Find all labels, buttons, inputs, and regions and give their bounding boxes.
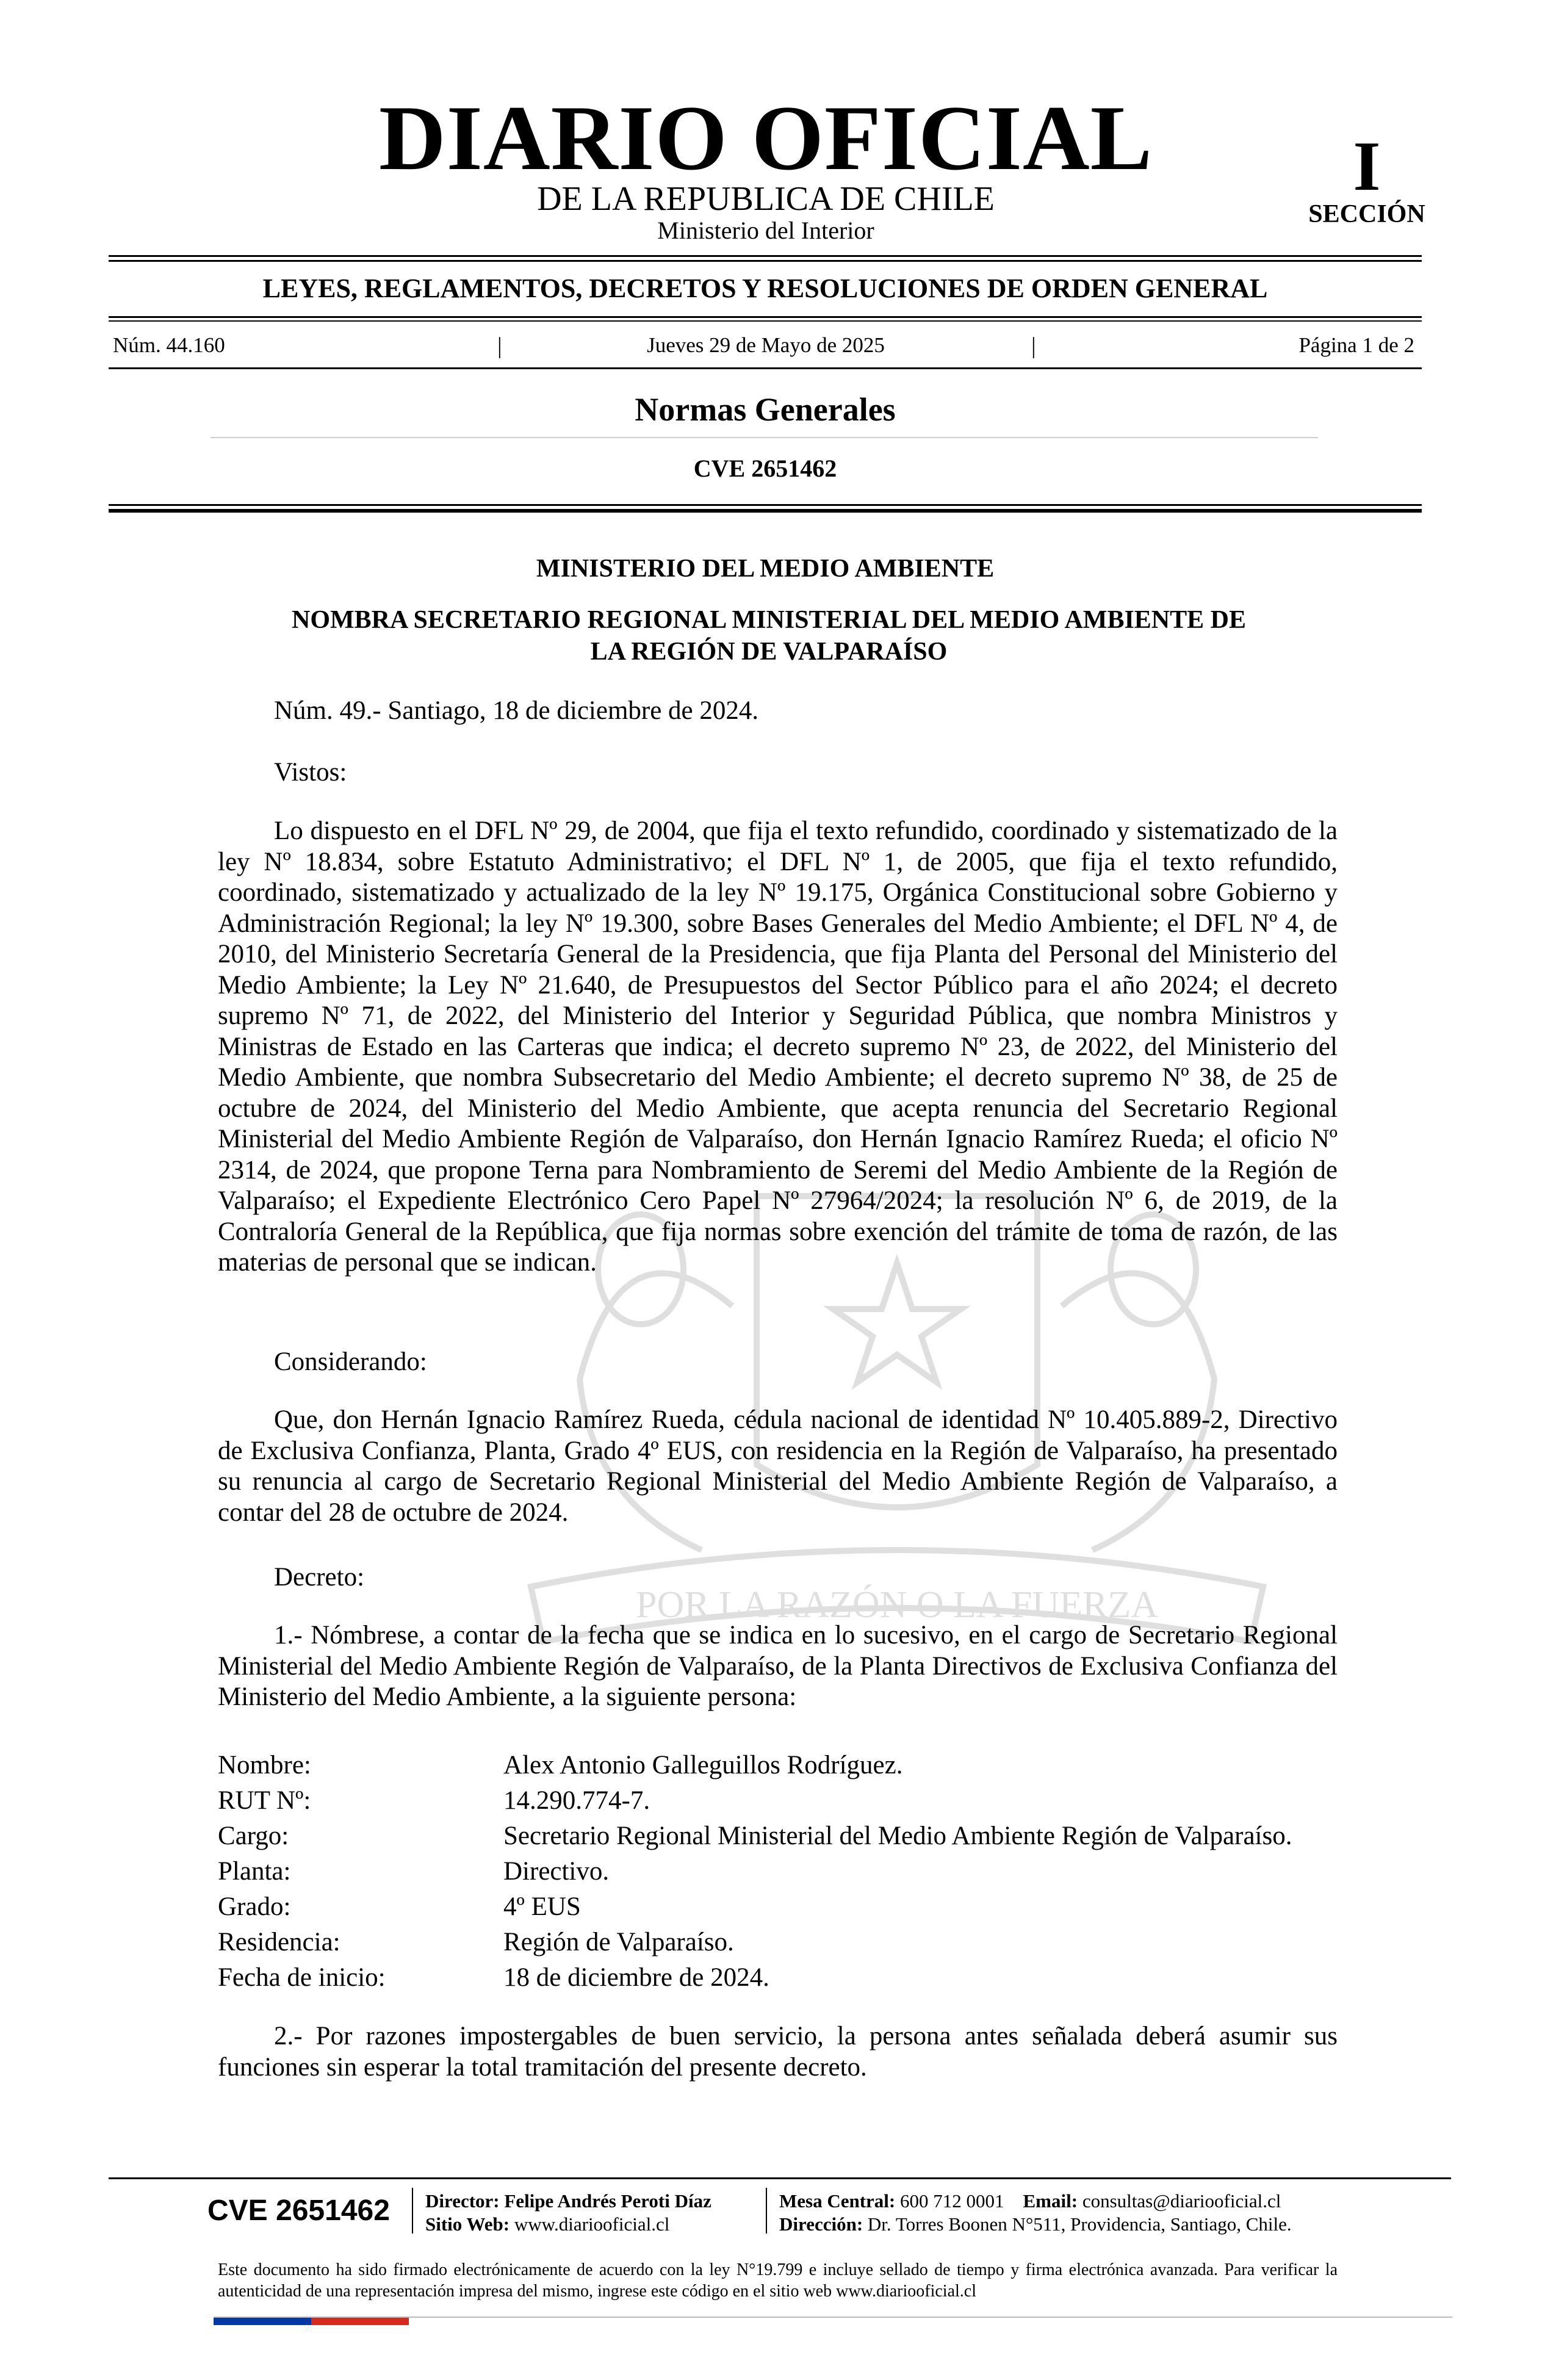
row-label: RUT Nº: (218, 1786, 311, 1815)
issue-rule (109, 367, 1422, 369)
vistos-text: Lo dispuesto en el DFL Nº 29, de 2004, que fija el texto refundido, coordinado y sistematizado de la ley Nº 18.834, sobre Estatuto Administrativo; el DFL Nº 1, de 2005, que fija el texto refundido, coordinado, sistematizado y actualizado de la ley Nº 19.175, Orgánica Constitucional sobre Gobierno y Administración Regional; la ley Nº 19.300, sobre Bases Generales del Medio Ambiente; el DFL Nº 4, de 2010, del Ministerio Secretaría General de la Presidencia, que fija Planta del Personal del Ministerio del Medio Ambiente; la Ley Nº 21.640, de Presupuestos del Sector Público para el año 2024; el decreto supremo Nº 71, de 2022, del Ministerio del Interior y Seguridad Pública, que nombra Ministros y Ministras de Estado en las Carteras que indica; el decreto supremo Nº 23, de 2022, del Ministerio del Medio Ambiente, que nombra Subsecretario del Medio Ambiente; el decreto supremo Nº 38, de 25 de octubre de 2024, del Ministerio del Medio Ambiente, que acepta renuncia del Secretario Regional Ministerial del Medio Ambiente Región de Valparaíso, don Hernán Ignacio Ramírez Rueda; el oficio Nº 2314, de 2024, que propone Terna para Nombramiento de Seremi del Medio Ambiente de la Región de Valparaíso; el Expediente Electrónico Cero Papel Nº 27964/2024; la resolución Nº 6, de 2019, de la Contraloría General de la República, que fija normas sobre exención del trámite de toma de razón, de las materias de personal que se indican. (218, 817, 1338, 1277)
section-label: SECCIÓN (1308, 200, 1425, 228)
cve-rule-thick (109, 509, 1422, 513)
issue-separator-2: | (1031, 333, 1036, 359)
decreto-label: Decreto: (274, 1563, 365, 1592)
row-label: Grado: (218, 1892, 291, 1921)
site-label: Sitio Web: (425, 2213, 510, 2235)
row-value: Directivo. (503, 1857, 610, 1886)
masthead-rule-mid (109, 316, 1422, 318)
row-value: Región de Valparaíso. (503, 1928, 734, 1956)
row-label: Cargo: (218, 1822, 289, 1850)
newspaper-title: DIARIO OFICIAL (378, 87, 1153, 189)
page-indicator: Página 1 de 2 (1298, 333, 1414, 357)
issue-separator: | (497, 333, 502, 359)
footer-disclaimer: Este documento ha sido firmado electrónicamente de acuerdo con la ley N°19.799 e incluye sellado de tiempo y firma electrónica avanzada. Para verificar la autenticidad de una representación impresa del mismo, ingrese este código en el sitio web www.diariooficial.cl (218, 2260, 1338, 2301)
considerando-label: Considerando: (274, 1347, 427, 1376)
director-label: Director: (425, 2190, 500, 2212)
watermark-motto: POR LA RAZÓN O LA FUERZA (635, 1584, 1159, 1626)
ministry-heading: MINISTERIO DEL MEDIO AMBIENTE (536, 555, 995, 583)
section-divider (211, 437, 1318, 438)
flag-stripe-blue (214, 2318, 311, 2325)
row-label: Planta: (218, 1857, 291, 1886)
issue-date: Jueves 29 de Mayo de 2025 (647, 333, 885, 357)
row-value: Alex Antonio Galleguillos Rodríguez. (503, 1751, 903, 1780)
footer-contact-block (779, 2190, 1292, 2236)
row-value: Secretario Regional Ministerial del Medio Ambiente Región de Valparaíso. (503, 1822, 1292, 1850)
row-label: Nombre: (218, 1751, 311, 1780)
director-name: Felipe Andrés Peroti Díaz (504, 2190, 711, 2212)
email-link[interactable]: consultas@diariooficial.cl (1082, 2190, 1281, 2212)
masthead-rule-top (109, 255, 1422, 257)
cve-rule (109, 504, 1422, 506)
footer-divider-2 (766, 2188, 767, 2234)
row-value: 18 de diciembre de 2024. (503, 1963, 769, 1992)
decree-number: Núm. 49.- Santiago, 18 de diciembre de 2024. (274, 696, 759, 725)
address-text: Dr. Torres Boonen N°511, Providencia, Santiago, Chile. (867, 2213, 1292, 2235)
site-link[interactable]: www.diariooficial.cl (514, 2213, 670, 2235)
document-heading-line-2: LA REGIÓN DE VALPARAÍSO (590, 638, 948, 666)
article-2: 2.- Por razones impostergables de buen servicio, la persona antes señalada deberá asumir sus funciones sin esperar la total tramitación del presente decreto. (218, 2022, 1338, 2082)
email-label: Email: (1023, 2190, 1078, 2212)
mesa-phone: 600 712 0001 (900, 2190, 1004, 2212)
document-heading-line-1: NOMBRA SECRETARIO REGIONAL MINISTERIAL DEL MEDIO AMBIENTE DE (291, 606, 1247, 634)
row-value: 14.290.774-7. (503, 1786, 650, 1815)
section-number: I (1353, 128, 1381, 206)
section-title: Normas Generales (635, 391, 896, 428)
flag-stripe-red (311, 2318, 409, 2325)
masthead-rule-top-2 (109, 260, 1422, 262)
newspaper-ministry: Ministerio del Interior (657, 217, 874, 244)
address-label: Dirección: (779, 2213, 863, 2235)
row-value: 4º EUS (503, 1892, 581, 1921)
considerando-text: Que, don Hernán Ignacio Ramírez Rueda, cédula nacional de identidad Nº 10.405.889-2, Directivo de Exclusiva Confianza, Planta, Grado 4º EUS, con residencia en la Región de Valparaíso, ha presentado su renuncia al cargo de Secretario Regional Ministerial del Medio Ambiente Región de Valparaíso, a contar del 28 de octubre de 2024. (218, 1405, 1338, 1527)
footer-rule (109, 2177, 1451, 2179)
newspaper-subtitle: DE LA REPUBLICA DE CHILE (537, 180, 995, 218)
article-1: 1.- Nómbrese, a contar de la fecha que se indica en lo sucesivo, en el cargo de Secretario Regional Ministerial del Medio Ambiente Región de Valparaíso, de la Planta Directivos de Exclusiva Confianza del Ministerio del Medio Ambiente, a la siguiente persona: (218, 1621, 1338, 1711)
row-label: Fecha de inicio: (218, 1963, 386, 1992)
mesa-label: Mesa Central: (779, 2190, 896, 2212)
document-heading (201, 604, 1336, 668)
footer-divider (412, 2188, 413, 2234)
masthead-rule-mid-2 (109, 320, 1422, 322)
row-label: Residencia: (218, 1928, 340, 1956)
vistos-label: Vistos: (274, 758, 347, 787)
category-heading: LEYES, REGLAMENTOS, DECRETOS Y RESOLUCIONES DE ORDEN GENERAL (262, 273, 1268, 303)
cve-code: CVE 2651462 (693, 455, 837, 482)
footer-cve: CVE 2651462 (207, 2194, 390, 2227)
footer-director-block (425, 2190, 711, 2236)
issue-number: Núm. 44.160 (113, 333, 225, 357)
